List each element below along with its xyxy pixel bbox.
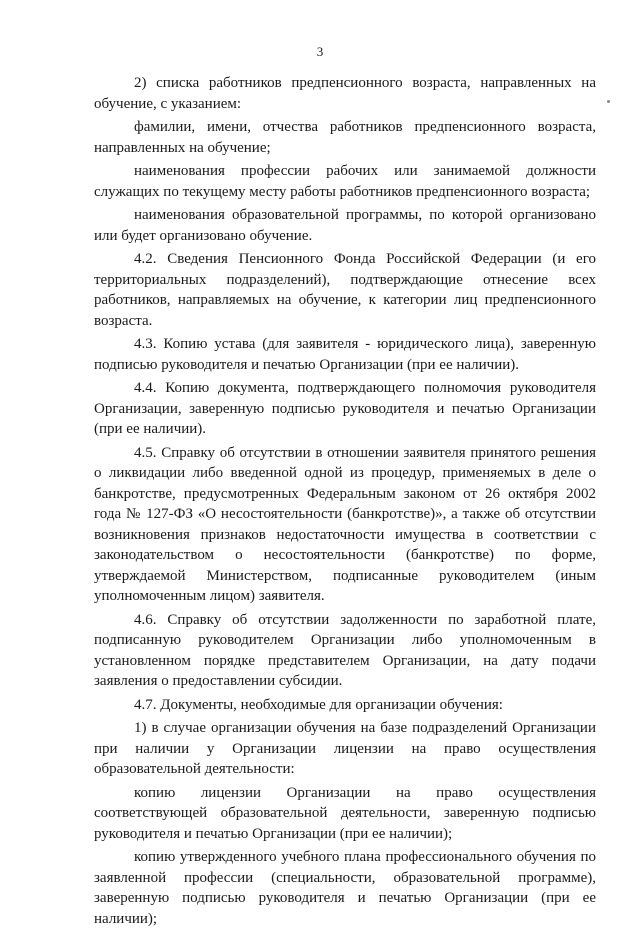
paragraph: копию утвержденного учебного плана профессионального обучения по заявленной профессии (специальности, образовательной программе), заверенную подписью руководителя и печатью Организации (при ее наличии); (94, 849, 596, 927)
paragraph: наименования образовательной программы, по которой организовано или будет организовано обучение. (94, 207, 596, 244)
paragraph: 4.3. Копию устава (для заявителя - юридического лица), заверенную подписью руководителя и печатью Организации (при ее наличии). (94, 336, 596, 373)
paragraph: 1) в случае организации обучения на базе подразделений Организации при наличии у Организации лицензии на право осуществления образовательной деятельности: (94, 720, 596, 777)
paragraph: 2) списка работников предпенсионного возраста, направленных на обучение, с указанием: (94, 75, 596, 112)
document-body (94, 73, 596, 929)
paragraph: 4.6. Справку об отсутствии задолженности по заработной плате, подписанную руководителем Организации либо уполномоченным в установленном порядке представителем Организации, на дату подачи заявления о предоставлении субсидии. (94, 611, 596, 689)
paragraph: копию лицензии Организации на право осуществления соответствующей образовательной деятельности, заверенную подписью руководителя и печатью Организации (при ее наличии); (94, 784, 596, 842)
paragraph: 4.4. Копию документа, подтверждающего полномочия руководителя Организации, заверенную подписью руководителя и печатью Организации (при ее наличии). (94, 380, 596, 437)
paragraph: 4.5. Справку об отсутствии в отношении заявителя принятого решения о ликвидации либо введенной одной из процедур, применяемых в деле о банкротстве, предусмотренных Федеральным законом от 26 октября 2002 года № 127-ФЗ «О несостоятельности (банкротстве)», а также об отсутствии возникновения признаков недостаточности имущества в соответствии с законодательством о несостоятельности (банкротстве) по форме, утверждаемой Министерством, подписанные руководителем (иным уполномоченным лицом) заявителя. (94, 444, 596, 604)
paragraph: наименования профессии рабочих или занимаемой должности служащих по текущему месту работы работников предпенсионного возраста; (94, 163, 596, 200)
paragraph: 4.7. Документы, необходимые для организации обучения: (134, 696, 503, 713)
page-number: 3 (316, 44, 324, 59)
paragraph: фамилии, имени, отчества работников предпенсионного возраста, направленных на обучение; (94, 119, 596, 156)
scan-speck (607, 100, 610, 103)
paragraph: 4.2. Сведения Пенсионного Фонда Российской Федерации (и его территориальных подразделений), подтверждающие отнесение всех работников, направляемых на обучение, к категории лиц предпенсионного возраста. (94, 251, 596, 329)
